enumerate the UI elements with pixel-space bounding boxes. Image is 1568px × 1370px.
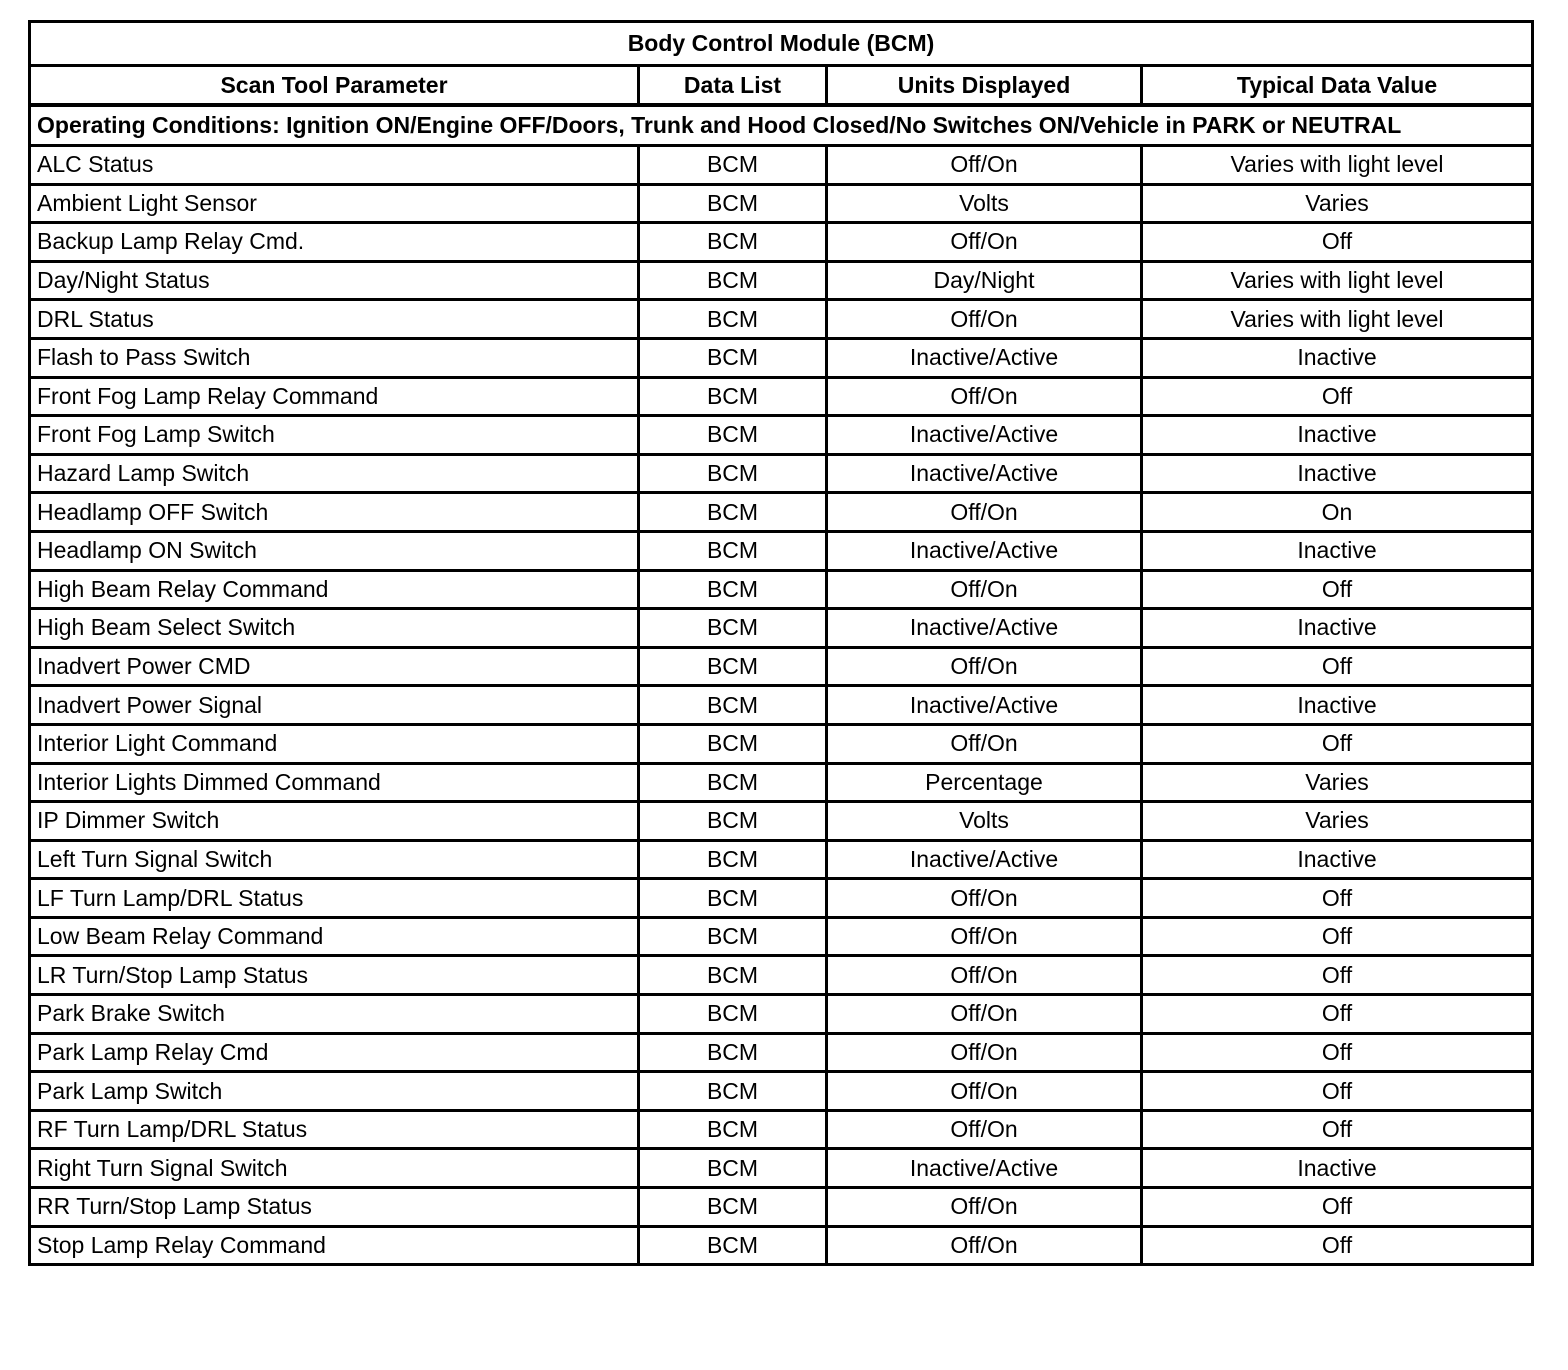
parameter-cell: Low Beam Relay Command: [30, 917, 639, 956]
table-row: [30, 609, 1533, 648]
parameter-cell: Left Turn Signal Switch: [30, 840, 639, 879]
units-cell: Inactive/Active: [827, 840, 1142, 879]
table-row: [30, 956, 1533, 995]
parameter-cell: Inadvert Power CMD: [30, 647, 639, 686]
parameter-cell: Right Turn Signal Switch: [30, 1149, 639, 1188]
table-row: [30, 879, 1533, 918]
data-list-cell: BCM: [639, 531, 827, 570]
units-cell: Off/On: [827, 724, 1142, 763]
table-row: [30, 377, 1533, 416]
table-row: [30, 454, 1533, 493]
typical-value-cell: Varies with light level: [1142, 300, 1533, 339]
data-list-cell: BCM: [639, 146, 827, 185]
table-row: [30, 261, 1533, 300]
typical-value-cell: Off: [1142, 1110, 1533, 1149]
typical-value-cell: Off: [1142, 995, 1533, 1034]
data-list-cell: BCM: [639, 454, 827, 493]
table-row: [30, 300, 1533, 339]
units-cell: Off/On: [827, 995, 1142, 1034]
units-cell: Off/On: [827, 917, 1142, 956]
parameter-cell: Inadvert Power Signal: [30, 686, 639, 725]
table-row: [30, 531, 1533, 570]
parameter-cell: RR Turn/Stop Lamp Status: [30, 1188, 639, 1227]
table-row: [30, 802, 1533, 841]
data-list-cell: BCM: [639, 995, 827, 1034]
typical-value-cell: Off: [1142, 223, 1533, 262]
parameter-cell: Interior Lights Dimmed Command: [30, 763, 639, 802]
typical-value-cell: Inactive: [1142, 686, 1533, 725]
table-row: [30, 686, 1533, 725]
data-list-cell: BCM: [639, 1072, 827, 1111]
units-cell: Inactive/Active: [827, 686, 1142, 725]
data-list-cell: BCM: [639, 493, 827, 532]
data-list-cell: BCM: [639, 1226, 827, 1265]
typical-value-cell: Varies with light level: [1142, 261, 1533, 300]
parameter-cell: Park Lamp Relay Cmd: [30, 1033, 639, 1072]
units-cell: Off/On: [827, 956, 1142, 995]
header-scan-tool-parameter: Scan Tool Parameter: [30, 66, 639, 106]
units-cell: Inactive/Active: [827, 1149, 1142, 1188]
data-list-cell: BCM: [639, 647, 827, 686]
header-data-list: Data List: [639, 66, 827, 106]
typical-value-cell: Varies: [1142, 763, 1533, 802]
data-list-cell: BCM: [639, 917, 827, 956]
data-list-cell: BCM: [639, 261, 827, 300]
typical-value-cell: Inactive: [1142, 609, 1533, 648]
parameter-cell: Ambient Light Sensor: [30, 184, 639, 223]
table-header-row: [30, 66, 1533, 106]
data-list-cell: BCM: [639, 377, 827, 416]
table-row: [30, 1188, 1533, 1227]
table-row: [30, 493, 1533, 532]
typical-value-cell: Off: [1142, 724, 1533, 763]
table-row: [30, 995, 1533, 1034]
data-list-cell: BCM: [639, 840, 827, 879]
units-cell: Off/On: [827, 1226, 1142, 1265]
bcm-data-table: [28, 20, 1534, 1266]
typical-value-cell: Off: [1142, 1188, 1533, 1227]
data-list-cell: BCM: [639, 763, 827, 802]
table-title-row: [30, 22, 1533, 66]
data-list-cell: BCM: [639, 609, 827, 648]
typical-value-cell: Varies: [1142, 184, 1533, 223]
table-row: [30, 763, 1533, 802]
units-cell: Off/On: [827, 1072, 1142, 1111]
table-row: [30, 570, 1533, 609]
units-cell: Off/On: [827, 223, 1142, 262]
units-cell: Off/On: [827, 1188, 1142, 1227]
units-cell: Off/On: [827, 570, 1142, 609]
table-body: [30, 22, 1533, 1265]
table-row: [30, 840, 1533, 879]
parameter-cell: Park Lamp Switch: [30, 1072, 639, 1111]
units-cell: Volts: [827, 184, 1142, 223]
units-cell: Off/On: [827, 377, 1142, 416]
typical-value-cell: Off: [1142, 956, 1533, 995]
data-list-cell: BCM: [639, 956, 827, 995]
typical-value-cell: Off: [1142, 647, 1533, 686]
parameter-cell: Park Brake Switch: [30, 995, 639, 1034]
data-list-cell: BCM: [639, 184, 827, 223]
parameter-cell: Front Fog Lamp Switch: [30, 416, 639, 455]
table-row: [30, 1072, 1533, 1111]
units-cell: Off/On: [827, 1110, 1142, 1149]
typical-value-cell: Off: [1142, 377, 1533, 416]
table-row: [30, 223, 1533, 262]
parameter-cell: Stop Lamp Relay Command: [30, 1226, 639, 1265]
units-cell: Off/On: [827, 493, 1142, 532]
typical-value-cell: Varies: [1142, 802, 1533, 841]
table-row: [30, 1149, 1533, 1188]
parameter-cell: High Beam Relay Command: [30, 570, 639, 609]
parameter-cell: Flash to Pass Switch: [30, 338, 639, 377]
table-row: [30, 184, 1533, 223]
parameter-cell: Headlamp OFF Switch: [30, 493, 639, 532]
typical-value-cell: Off: [1142, 570, 1533, 609]
parameter-cell: Interior Light Command: [30, 724, 639, 763]
table-row: [30, 1033, 1533, 1072]
units-cell: Volts: [827, 802, 1142, 841]
units-cell: Off/On: [827, 300, 1142, 339]
table-row: [30, 1110, 1533, 1149]
typical-value-cell: Inactive: [1142, 338, 1533, 377]
table-row: [30, 1226, 1533, 1265]
typical-value-cell: Off: [1142, 1072, 1533, 1111]
table-row: [30, 917, 1533, 956]
parameter-cell: LF Turn Lamp/DRL Status: [30, 879, 639, 918]
units-cell: Off/On: [827, 879, 1142, 918]
data-list-cell: BCM: [639, 570, 827, 609]
data-list-cell: BCM: [639, 1033, 827, 1072]
header-typical-data-value: Typical Data Value: [1142, 66, 1533, 106]
units-cell: Inactive/Active: [827, 609, 1142, 648]
units-cell: Off/On: [827, 146, 1142, 185]
data-list-cell: BCM: [639, 1188, 827, 1227]
typical-value-cell: Inactive: [1142, 454, 1533, 493]
typical-value-cell: Inactive: [1142, 416, 1533, 455]
typical-value-cell: Off: [1142, 1226, 1533, 1265]
parameter-cell: Backup Lamp Relay Cmd.: [30, 223, 639, 262]
table-row: [30, 146, 1533, 185]
data-list-cell: BCM: [639, 223, 827, 262]
units-cell: Percentage: [827, 763, 1142, 802]
parameter-cell: Hazard Lamp Switch: [30, 454, 639, 493]
typical-value-cell: Varies with light level: [1142, 146, 1533, 185]
data-list-cell: BCM: [639, 1149, 827, 1188]
parameter-cell: DRL Status: [30, 300, 639, 339]
typical-value-cell: Inactive: [1142, 1149, 1533, 1188]
operating-conditions: Operating Conditions: Ignition ON/Engine OFF/Doors, Trunk and Hood Closed/No Switches ON/Vehicle in PARK or NEUTRAL: [30, 105, 1533, 146]
header-units-displayed: Units Displayed: [827, 66, 1142, 106]
typical-value-cell: Inactive: [1142, 531, 1533, 570]
table-title: Body Control Module (BCM): [30, 22, 1533, 66]
typical-value-cell: Off: [1142, 1033, 1533, 1072]
data-list-cell: BCM: [639, 686, 827, 725]
table-row: [30, 416, 1533, 455]
parameter-cell: LR Turn/Stop Lamp Status: [30, 956, 639, 995]
data-list-cell: BCM: [639, 1110, 827, 1149]
data-list-cell: BCM: [639, 802, 827, 841]
parameter-cell: RF Turn Lamp/DRL Status: [30, 1110, 639, 1149]
units-cell: Inactive/Active: [827, 338, 1142, 377]
table-row: [30, 724, 1533, 763]
operating-conditions-row: [30, 105, 1533, 146]
table-row: [30, 338, 1533, 377]
parameter-cell: High Beam Select Switch: [30, 609, 639, 648]
data-list-cell: BCM: [639, 879, 827, 918]
parameter-cell: ALC Status: [30, 146, 639, 185]
data-list-cell: BCM: [639, 416, 827, 455]
parameter-cell: Headlamp ON Switch: [30, 531, 639, 570]
units-cell: Inactive/Active: [827, 531, 1142, 570]
units-cell: Off/On: [827, 1033, 1142, 1072]
parameter-cell: IP Dimmer Switch: [30, 802, 639, 841]
parameter-cell: Front Fog Lamp Relay Command: [30, 377, 639, 416]
typical-value-cell: Inactive: [1142, 840, 1533, 879]
data-list-cell: BCM: [639, 300, 827, 339]
typical-value-cell: Off: [1142, 879, 1533, 918]
units-cell: Day/Night: [827, 261, 1142, 300]
parameter-cell: Day/Night Status: [30, 261, 639, 300]
units-cell: Off/On: [827, 647, 1142, 686]
typical-value-cell: On: [1142, 493, 1533, 532]
units-cell: Inactive/Active: [827, 454, 1142, 493]
table-row: [30, 647, 1533, 686]
data-list-cell: BCM: [639, 724, 827, 763]
units-cell: Inactive/Active: [827, 416, 1142, 455]
data-list-cell: BCM: [639, 338, 827, 377]
typical-value-cell: Off: [1142, 917, 1533, 956]
